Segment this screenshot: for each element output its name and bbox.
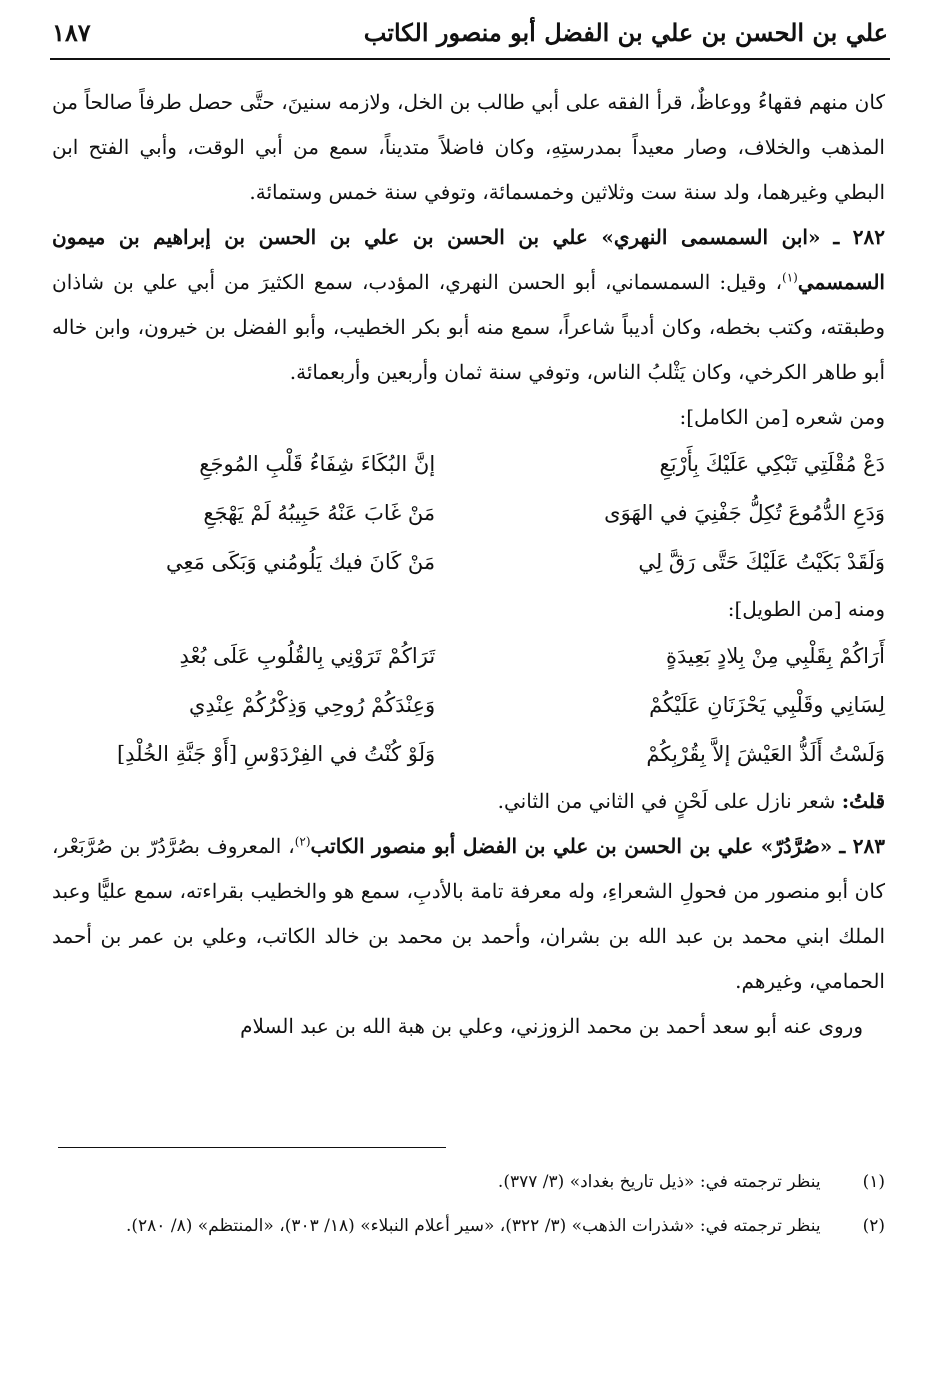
verse-second-hemistich: وَعِنْدَكُمْ رُوحِي وَذِكْرُكُمْ عِنْدِي: [188, 693, 436, 717]
poem-2-intro: ومنه [من الطويل]:: [727, 597, 885, 621]
entry-283-name: «صُرَّدُرّ» علي بن الحسن بن علي بن الفضل أبو منصور الكاتب: [310, 834, 833, 858]
editor-note: [52, 779, 885, 824]
verse: [52, 730, 885, 779]
footnote-text: «ذيل تاريخ بغداد» (٣/ ٣٧٧).: [497, 1172, 695, 1192]
verse-second-hemistich: وَلَوْ كُنْتُ في الفِرْدَوْسِ [أَوْ جَنَّةِ الخُلْدِ]: [116, 742, 436, 766]
verse-second-hemistich: مَنْ غَابَ عَنْهُ حَبِيبُهُ لَمْ يَهْجَعِ: [203, 501, 436, 525]
editor-note-text: شعر نازل على لَحْنٍ في الثاني من الثاني.: [497, 789, 836, 813]
footnote-rule: [58, 1147, 446, 1148]
footnotes: [52, 1160, 885, 1248]
verse-second-hemistich: مَنْ كَانَ فيك يَلُومُني وَبَكَى مَعِي: [165, 550, 436, 574]
footnote-text: «شذرات الذهب» (٣/ ٣٢٢)، «سير أعلام النبلاء» (١٨/ ٣٠٣)، «المنتظم» (٨/ ٢٨٠).: [125, 1216, 695, 1236]
verse-first-hemistich: وَلَقَدْ بَكَيْتُ عَلَيْكَ حَتَّى رَقَّ لِي: [638, 550, 885, 574]
entry-283-text: ، المعروف بصُرَّدُرّ بن صُرَّبَعْر، كان أبو منصور من فحولِ الشعراءِ، وله معرفة تامة بالأدبِ، سمع هو والخطيب بقراءته، سمع عليًّا وعبد الملك ابني محمد بن عبد الله بن بشران، وأحمد بن محمد بن خالد الكاتب، وعلي بن عمر بن أحمد الحمامي، وغيرهم.: [52, 834, 885, 993]
entry-283-continuation: وروى عنه أبو سعد أحمد بن محمد الزوزني، وعلي بن هبة الله بن عبد السلام: [240, 1014, 863, 1038]
verse-first-hemistich: وَدَعِ الدُّمُوعَ تُكِلُّ جَفْنِيَ في الهَوَى: [604, 501, 885, 525]
verse-second-hemistich: إنَّ البُكَاءَ شِفَاءُ قَلْبِ المُوجَعِ: [199, 452, 436, 476]
entry-283: [52, 824, 885, 1004]
page-number: ١٨٧: [52, 17, 91, 47]
intro-paragraph: كان منهم فقهاءُ ووعاظٌ، قرأ الفقه على أبي طالب بن الخل، ولازمه سنينَ، حتَّى حصل طرفاً صالحاً من المذهب والخلاف، وصار معيداً بمدرستِهِ، وكان فاضلاً متديناً، سمع من أبي الوقت، وأبي الفتح ابن البطي وغيرهما، ولد سنة ست وثلاثين وخمسمائة، وتوفي سنة خمس وستمائة.: [52, 90, 885, 204]
header-rule: [50, 58, 890, 60]
verse: [52, 632, 885, 681]
verse-second-hemistich: تَرَاكُمْ تَرَوْنِي بِالقُلُوبِ عَلَى بُعْدِ: [179, 644, 436, 668]
entry-282-number: ٢٨٢ ـ: [833, 225, 886, 249]
footnote: [52, 1160, 885, 1204]
entry-282-text: ، وقيل: السمسماني، أبو الحسن النهري، المؤدب، سمع الكثيرَ من أبي علي بن شاذان وطبقته، وكتب بخطه، وكان أديباً شاعراً، سمع منه أبو بكر الخطيب، وأبو الفضل بن خيرون، وابن خاله أبو طاهر الكرخي، وكان يَثْلبُ الناس، وتوفي سنة ثمان وأربعين وأربعمائة.: [52, 270, 885, 384]
footnote: [52, 1204, 885, 1248]
footnote-body: [52, 1160, 821, 1204]
poem-1: [52, 440, 885, 587]
verse-first-hemistich: أَرَاكُمْ بِقَلْبِي مِنْ بِلادٍ بَعِيدَةٍ: [665, 644, 885, 668]
verse: [52, 538, 885, 587]
verse: [52, 440, 885, 489]
footnote-prefix: ينظر ترجمته في:: [699, 1172, 821, 1192]
editor-note-label: قلتُ:: [841, 789, 885, 813]
entry-282-name: «ابن السمسمى النهري» علي بن الحسن بن علي بن الحسن بن إبراهيم بن ميمون السمسمي: [52, 225, 885, 294]
verse-first-hemistich: وَلَسْتُ أَلَذُّ العَيْشَ إلاَّ بِقُرْبِكُمْ: [646, 742, 885, 766]
running-title: علي بن الحسن بن علي بن الفضل أبو منصور الكاتب: [363, 17, 888, 47]
main-text: [52, 80, 885, 1049]
poem-2: [52, 632, 885, 779]
footnote-body: [52, 1204, 821, 1248]
page-header: [52, 14, 888, 50]
footnote-number: (٢): [862, 1216, 885, 1236]
verse-first-hemistich: لِسَانِي وقَلْبِي يَحْزَنَانِ عَلَيْكُمْ: [649, 693, 885, 717]
verse: [52, 489, 885, 538]
entry-283-number: ٢٨٣ ـ: [839, 834, 885, 858]
footnote-ref-1: (١): [782, 270, 798, 285]
footnote-ref-2: (٢): [294, 834, 311, 849]
entry-282: [52, 215, 885, 395]
footnote-number: (١): [862, 1172, 885, 1192]
verse: [52, 681, 885, 730]
verse-first-hemistich: دَعْ مُقْلَتِي تَبْكِي عَلَيْكَ بِأَرْبَعِ: [659, 452, 885, 476]
footnote-prefix: ينظر ترجمته في:: [699, 1216, 821, 1236]
poem-1-intro: ومن شعره [من الكامل]:: [679, 405, 885, 429]
